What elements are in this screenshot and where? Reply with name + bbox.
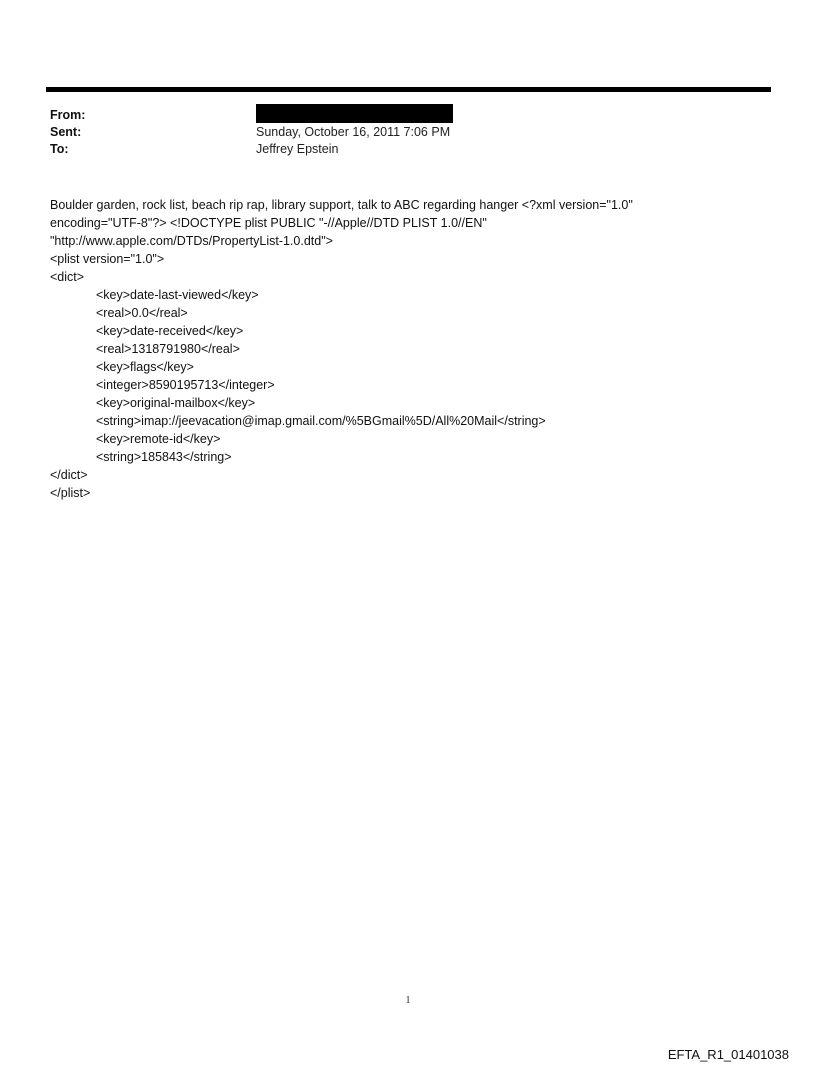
- redaction-box: [256, 104, 453, 123]
- body-line: <key>remote-id</key>: [96, 432, 221, 446]
- sent-label: Sent:: [50, 125, 82, 139]
- page-number: 1: [405, 995, 411, 1006]
- body-line: <key>date-received</key>: [96, 324, 244, 338]
- body-line: <dict>: [50, 270, 85, 284]
- sent-row: [50, 124, 750, 141]
- top-rule: [46, 87, 771, 92]
- body-line: <key>original-mailbox</key>: [96, 396, 256, 410]
- email-header: [50, 107, 750, 158]
- body-line: <real>1318791980</real>: [96, 342, 240, 356]
- email-body: [50, 196, 770, 502]
- body-line: "http://www.apple.com/DTDs/PropertyList-1.0.dtd">: [50, 234, 333, 248]
- body-line: Boulder garden, rock list, beach rip rap, library support, talk to ABC regarding hanger <?xml version="1.0": [50, 198, 633, 212]
- sent-value: Sunday, October 16, 2011 7:06 PM: [256, 125, 451, 139]
- to-value: Jeffrey Epstein: [256, 142, 339, 156]
- from-label: From:: [50, 108, 86, 122]
- body-line: </plist>: [50, 486, 91, 500]
- to-row: [50, 141, 750, 158]
- document-id: EFTA_R1_01401038: [667, 1047, 789, 1062]
- body-line: <integer>8590195713</integer>: [96, 378, 275, 392]
- body-line: <string>185843</string>: [96, 450, 232, 464]
- body-line: <key>flags</key>: [96, 360, 194, 374]
- body-line: </dict>: [50, 468, 88, 482]
- body-line: <plist version="1.0">: [50, 252, 165, 266]
- to-label: To:: [50, 142, 69, 156]
- body-line: encoding="UTF-8"?> <!DOCTYPE plist PUBLIC "-//Apple//DTD PLIST 1.0//EN": [50, 216, 487, 230]
- body-line: <key>date-last-viewed</key>: [96, 288, 259, 302]
- body-line: <real>0.0</real>: [96, 306, 188, 320]
- from-row: [50, 107, 750, 124]
- body-line: <string>imap://jeevacation@imap.gmail.com/%5BGmail%5D/All%20Mail</string>: [96, 414, 546, 428]
